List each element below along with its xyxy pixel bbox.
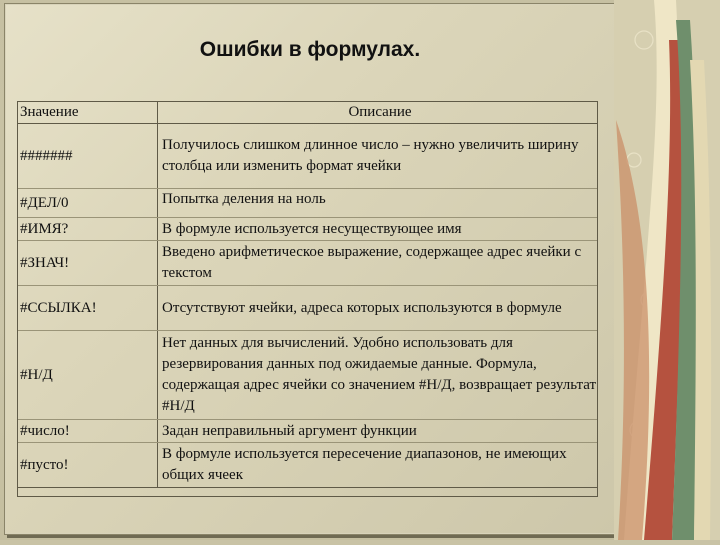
error-code: ####### bbox=[17, 124, 158, 189]
error-code: #ЗНАЧ! bbox=[17, 241, 158, 286]
error-code: #пусто! bbox=[17, 443, 158, 488]
table-row bbox=[17, 443, 598, 488]
table-row bbox=[17, 420, 598, 443]
error-code: #ДЕЛ/0 bbox=[17, 189, 158, 218]
error-description: Отсутствуют ячейки, адреса которых используются в формуле bbox=[158, 286, 599, 331]
error-code: #Н/Д bbox=[17, 331, 158, 420]
error-description: Введено арифметическое выражение, содержащее адрес ячейки с текстом bbox=[158, 241, 599, 286]
error-code: #число! bbox=[17, 420, 158, 443]
error-description: Задан неправильный аргумент функции bbox=[158, 420, 599, 443]
error-description: В формуле используется несуществующее имя bbox=[158, 218, 599, 241]
error-description: Нет данных для вычислений. Удобно использовать для резервирования данных под ожидаемые данные. Формула, содержащая адрес ячейки со значением #Н/Д, возвращает результат #Н/Д bbox=[158, 331, 599, 420]
table-row bbox=[17, 189, 598, 218]
error-description: Попытка деления на ноль bbox=[158, 189, 599, 218]
slide-title: Ошибки в формулах. bbox=[199, 38, 421, 61]
table-row bbox=[17, 218, 598, 241]
header-value: Значение bbox=[17, 101, 158, 124]
errors-table bbox=[17, 101, 598, 488]
decorative-ribbon-art bbox=[614, 0, 720, 540]
error-code: #ИМЯ? bbox=[17, 218, 158, 241]
error-description: В формуле используется пересечение диапазонов, не имеющих общих ячеек bbox=[158, 443, 599, 488]
table-row bbox=[17, 124, 598, 189]
table-row bbox=[17, 286, 598, 331]
table-row bbox=[17, 241, 598, 286]
header-description: Описание bbox=[158, 101, 599, 124]
table-header-row bbox=[17, 101, 598, 124]
error-description: Получилось слишком длинное число – нужно увеличить ширину столбца или изменить формат ячейки bbox=[158, 124, 599, 189]
table-row bbox=[17, 331, 598, 420]
error-code: #ССЫЛКА! bbox=[17, 286, 158, 331]
